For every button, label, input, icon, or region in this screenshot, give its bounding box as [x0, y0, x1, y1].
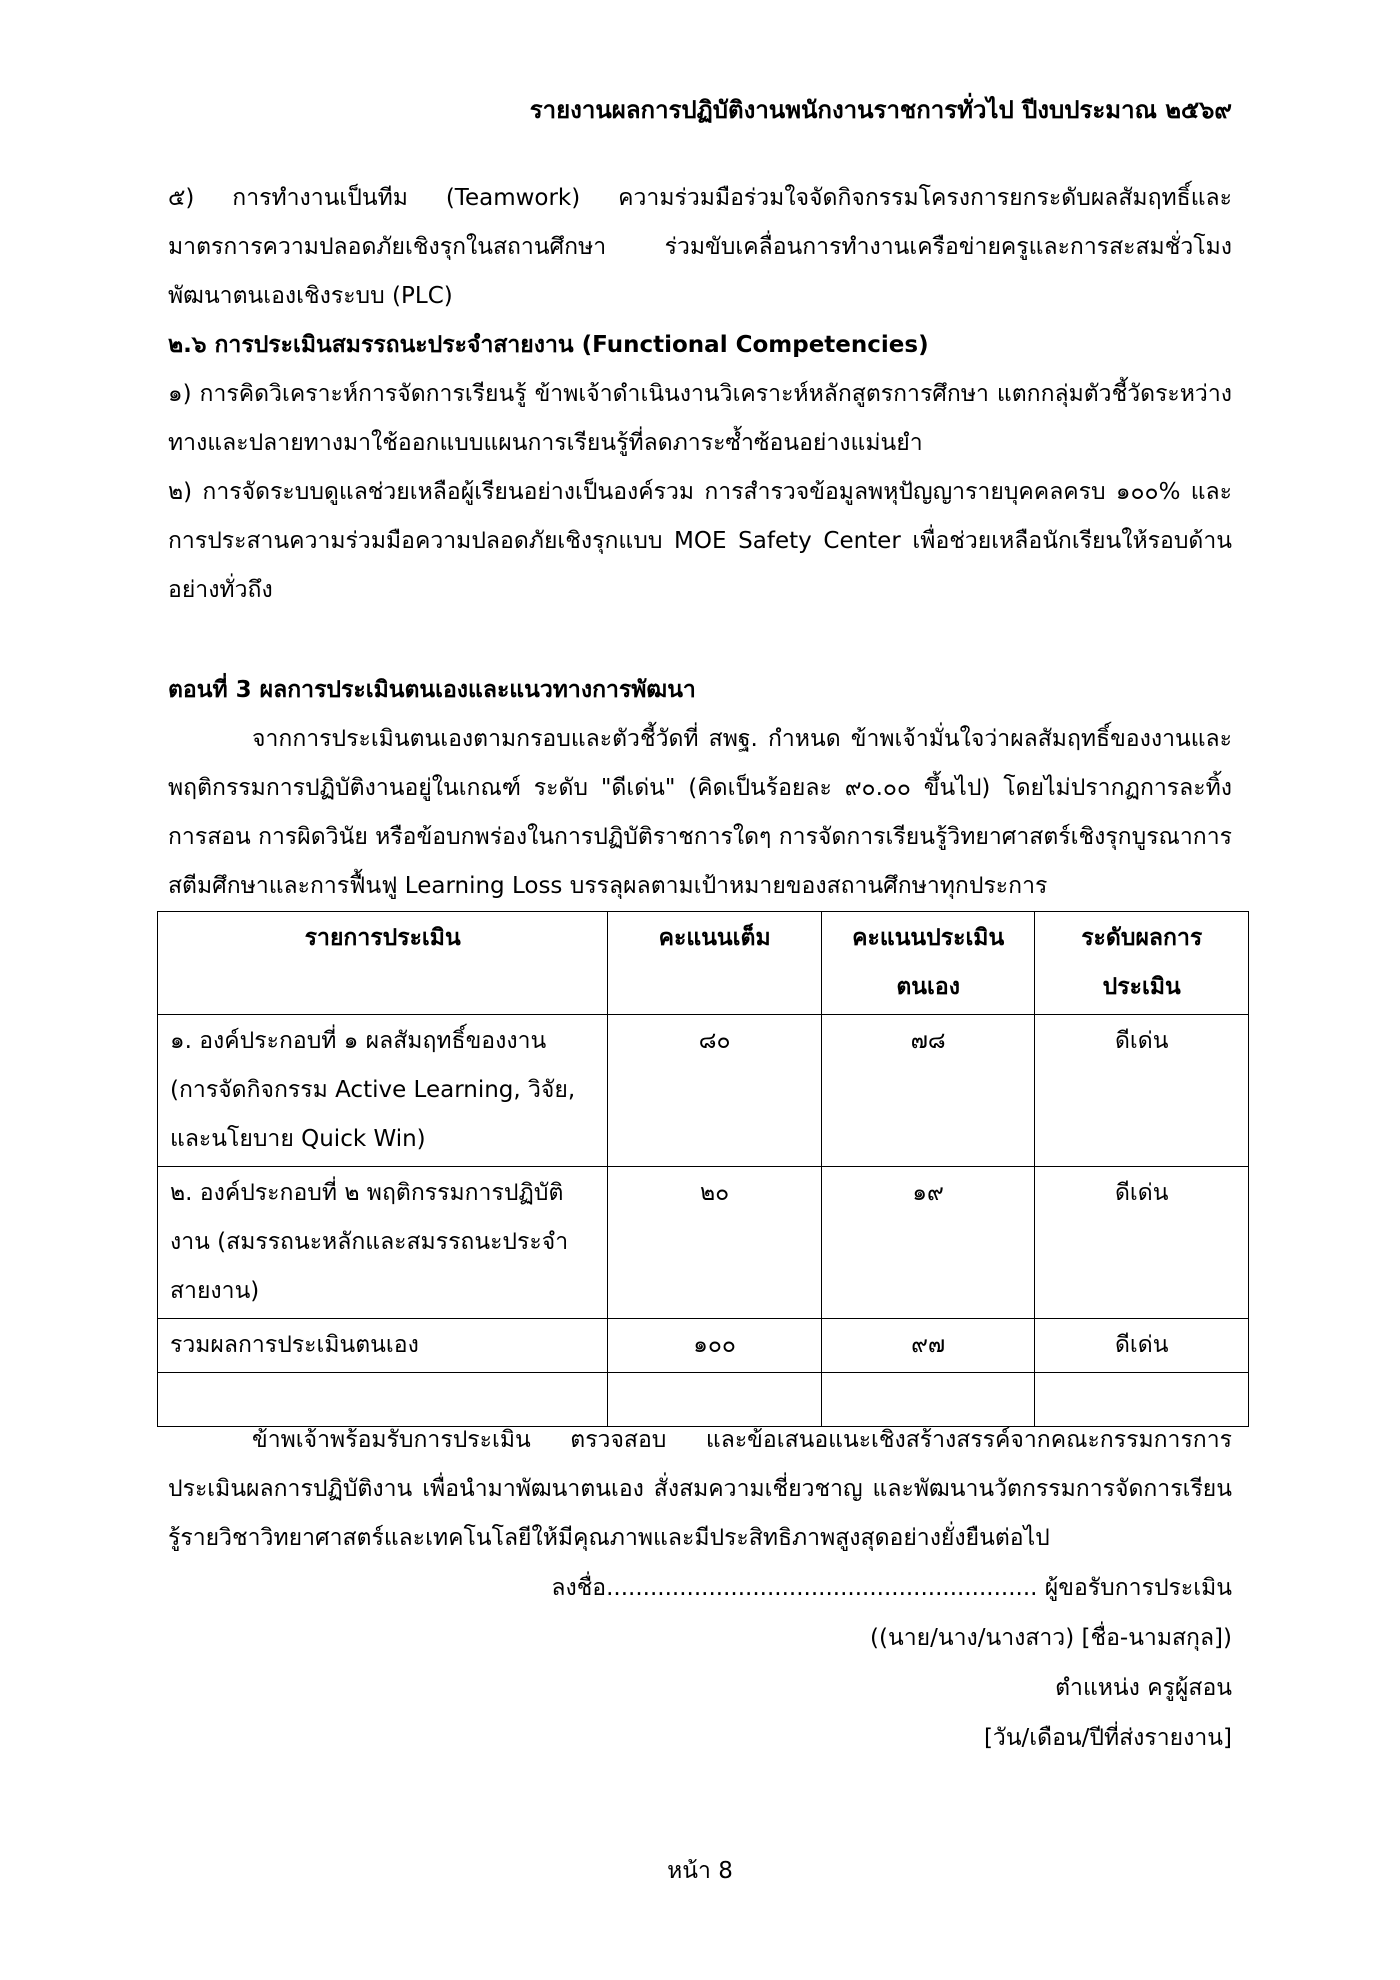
signature-name: ((นาย/นาง/นางสาว) [ชื่อ-นามสกุล]): [870, 1625, 1232, 1651]
table-row-total: [158, 1319, 1249, 1373]
teamwork-paragraph: ๕) การทำงานเป็นทีม (Teamwork) ความร่วมมือร่วมใจจัดกิจกรรมโครงการยกระดับผลสัมฤทธิ์และมาตรการความปลอดภัยเชิงรุกในสถานศึกษา ร่วมขับเคลื่อนการทำงานเครือข่ายครูและการสะสมชั่วโมงพัฒนาตนเองเชิงระบบ (PLC): [168, 185, 1232, 309]
table-cell-level: ดีเด่น: [1035, 1167, 1249, 1319]
table-cell-level: ดีเด่น: [1035, 1015, 1249, 1167]
table-cell-item: รวมผลการประเมินตนเอง: [158, 1319, 608, 1373]
table-header-full-score: คะแนนเต็ม: [608, 912, 822, 1015]
functional-item-1: ๑) การคิดวิเคราะห์การจัดการเรียนรู้ ข้าพเจ้าดำเนินงานวิเคราะห์หลักสูตรการศึกษา แตกกลุ่มตัวชี้วัดระหว่างทางและปลายทางมาใช้ออกแบบแผนการเรียนรู้ที่ลดภาระซ้ำซ้อนอย่างแม่นยำ: [168, 381, 1232, 456]
table-cell-level: ดีเด่น: [1035, 1319, 1249, 1373]
table-header-level: ระดับผลการประเมิน: [1035, 912, 1249, 1015]
section-3-heading: ตอนที่ 3 ผลการประเมินตนเองและแนวทางการพัฒนา: [168, 677, 696, 703]
section-3-content: [168, 666, 1232, 911]
table-cell-item: ๒. องค์ประกอบที่ ๒ พฤติกรรมการปฏิบัติงาน (สมรรถนะหลักและสมรรถนะประจำสายงาน): [158, 1167, 608, 1319]
section-3-intro: จากการประเมินตนเองตามกรอบและตัวชี้วัดที่ สพฐ. กำหนด ข้าพเจ้ามั่นใจว่าผลสัมฤทธิ์ของงานและพฤติกรรมการปฏิบัติงานอยู่ในเกณฑ์ ระดับ "ดีเด่น" (คิดเป็นร้อยละ ๙๐.๐๐ ขึ้นไป) โดยไม่ปรากฏการละทิ้งการสอน การผิดวินัย หรือข้อบกพร่องในการปฏิบัติราชการใดๆ การจัดการเรียนรู้วิทยาศาสตร์เชิงรุกบูรณาการสตีมศึกษาและการฟื้นฟู Learning Loss บรรลุผลตามเป้าหมายของสถานศึกษาทุกประการ: [168, 726, 1232, 899]
table-cell-full-score: ๑๐๐: [608, 1319, 822, 1373]
closing-paragraph: ข้าพเจ้าพร้อมรับการประเมิน ตรวจสอบ และข้อเสนอแนะเชิงสร้างสรรค์จากคณะกรรมการการประเมินผลการปฏิบัติงาน เพื่อนำมาพัฒนาตนเอง สั่งสมความเชี่ยวชาญ และพัฒนานวัตกรรมการจัดการเรียนรู้รายวิชาวิทยาศาสตร์และเทคโนโลยีให้มีคุณภาพและมีประสิทธิภาพสูงสุดอย่างยั่งยืนต่อไป: [168, 1427, 1232, 1551]
table-cell-self-score: ๑๙: [821, 1167, 1035, 1319]
table-cell-item: ๑. องค์ประกอบที่ ๑ ผลสัมฤทธิ์ของงาน (การจัดกิจกรรม Active Learning, วิจัย, และนโยบาย Quick Win): [158, 1015, 608, 1167]
functional-competencies-heading: ๒.๖ การประเมินสมรรถนะประจำสายงาน (Functional Competencies): [168, 332, 929, 358]
table-cell-self-score: ๗๘: [821, 1015, 1035, 1167]
signature-position: ตำแหน่ง ครูผู้สอน: [1055, 1675, 1232, 1701]
signature-block: [551, 1563, 1232, 1763]
closing-content: [168, 1416, 1232, 1563]
section-2-content: [168, 174, 1232, 615]
table-row: [158, 1015, 1249, 1167]
table-header-row: [158, 912, 1249, 1015]
signature-line: ลงชื่อ........................................................... ผู้ขอรับการประเมิน: [551, 1575, 1232, 1601]
evaluation-table: [157, 911, 1249, 1427]
functional-item-2: ๒) การจัดระบบดูแลช่วยเหลือผู้เรียนอย่างเป็นองค์รวม การสำรวจข้อมูลพหุปัญญารายบุคคลครบ ๑๐๐% และการประสานความร่วมมือความปลอดภัยเชิงรุกแบบ MOE Safety Center เพื่อช่วยเหลือนักเรียนให้รอบด้านอย่างทั่วถึง: [168, 479, 1232, 603]
page-header-title: รายงานผลการปฏิบัติงานพนักงานราชการทั่วไป ปีงบประมาณ ๒๕๖๙: [529, 96, 1232, 124]
table-header-item: รายการประเมิน: [158, 912, 608, 1015]
table-row: [158, 1167, 1249, 1319]
table-header-self-score: คะแนนประเมินตนเอง: [821, 912, 1035, 1015]
signature-date: [วัน/เดือน/ปีที่ส่งรายงาน]: [983, 1725, 1232, 1751]
page-number: หน้า 8: [667, 1858, 733, 1884]
table-cell-full-score: ๒๐: [608, 1167, 822, 1319]
table-cell-self-score: ๙๗: [821, 1319, 1035, 1373]
table-cell-full-score: ๘๐: [608, 1015, 822, 1167]
